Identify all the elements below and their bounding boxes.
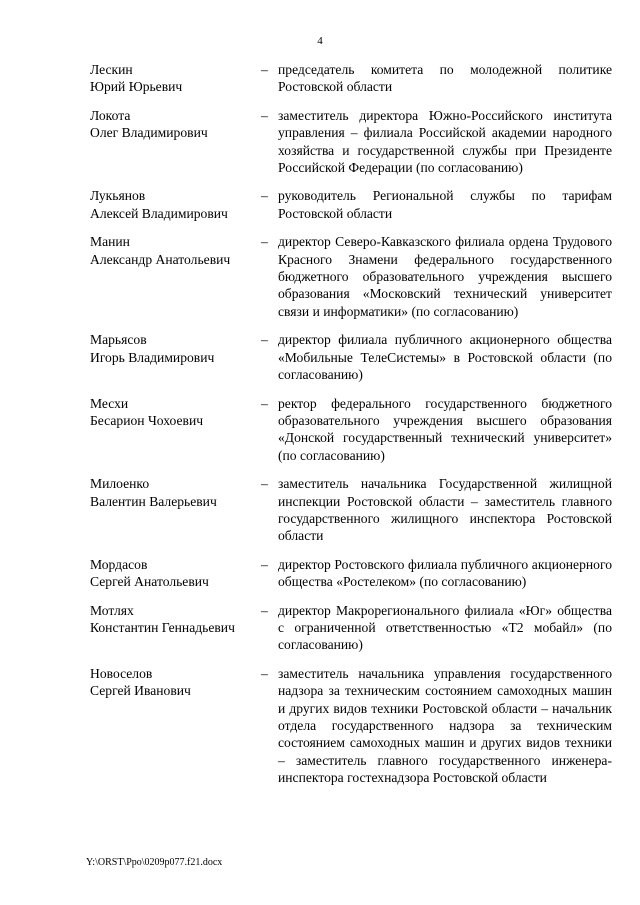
member-surname: Марьясов [90, 332, 147, 348]
member-entry [90, 187, 612, 222]
member-given-names: Юрий Юрьевич [90, 79, 183, 95]
member-position: ректор федерального государственного бюджетного образовательного учреждения высшего образования «Донской государственный технический университет» (по согласованию) [278, 395, 612, 463]
dash-separator: – [261, 188, 268, 204]
member-name [90, 107, 261, 177]
member-surname: Мордасов [90, 556, 148, 572]
member-given-names: Бесарион Чохоевич [90, 412, 204, 428]
member-surname: Месхи [90, 395, 129, 411]
member-entry [90, 61, 612, 96]
member-given-names: Олег Владимирович [90, 125, 208, 141]
dash-separator: – [261, 234, 268, 250]
member-surname: Локота [90, 107, 131, 123]
member-position: заместитель начальника Государственной жилищной инспекции Ростовской области – заместитель главного государственного жилищного инспектора Ростовской области [278, 476, 612, 544]
file-path-footer: Y:\ORST\Ppo\0209p077.f21.docx [86, 857, 223, 868]
member-name [90, 187, 261, 222]
member-entry [90, 556, 612, 591]
member-surname: Милоенко [90, 476, 150, 492]
dash-separator: – [261, 665, 268, 681]
member-position: директор Ростовского филиала публичного акционерного общества «Ростелеком» (по согласованию) [278, 556, 612, 590]
member-name [90, 233, 261, 320]
dash-separator: – [261, 395, 268, 411]
dash-separator: – [261, 332, 268, 348]
dash-separator: – [261, 107, 268, 123]
dash-separator: – [261, 62, 268, 77]
member-position: руководитель Региональной службы по тарифам Ростовской области [278, 188, 612, 221]
members-list [90, 61, 612, 798]
member-name [90, 556, 261, 591]
member-given-names: Константин Геннадьевич [90, 619, 235, 635]
member-position: заместитель директора Южно-Российского института управления – филиала Российской академии народного хозяйства и государственной службы при Президенте Российской Федерации (по согласованию) [278, 107, 612, 176]
member-entry [90, 331, 612, 383]
member-given-names: Валентин Валерьевич [90, 493, 217, 509]
member-name [90, 602, 261, 654]
member-surname: Манин [90, 234, 130, 250]
member-position: директор Макрорегионального филиала «Юг» общества с ограниченной ответственностью «Т2 мобайл» (по согласованию) [278, 602, 612, 653]
dash-separator: – [261, 476, 268, 492]
member-given-names: Сергей Анатольевич [90, 574, 209, 590]
member-position: заместитель начальника управления государственного надзора за техническим состоянием самоходных машин и других видов техники Ростовской области – начальник отдела государственного надзора за техническим состоянием самоходных машин и других видов техники – заместитель главного государственного инженера-инспектора гостехнадзора Ростовской области [278, 665, 612, 786]
member-surname: Мотлях [90, 602, 134, 618]
dash-separator: – [261, 602, 268, 618]
member-given-names: Сергей Иванович [90, 683, 191, 699]
member-entry [90, 665, 612, 787]
member-entry [90, 107, 612, 177]
member-given-names: Алексей Владимирович [90, 205, 228, 221]
member-given-names: Александр Анатольевич [90, 251, 231, 267]
member-surname: Лескин [90, 62, 133, 77]
member-entry [90, 395, 612, 465]
member-name [90, 475, 261, 545]
dash-separator: – [261, 556, 268, 572]
member-entry [90, 475, 612, 545]
member-name [90, 665, 261, 787]
member-entry [90, 602, 612, 654]
member-name [90, 331, 261, 383]
page-number: 4 [317, 35, 323, 47]
member-position: председатель комитета по молодежной политике Ростовской области [278, 62, 612, 95]
member-entry [90, 233, 612, 320]
member-position: директор Северо-Кавказского филиала ордена Трудового Красного Знамени федерального государственного бюджетного образовательного учреждения высшего образования «Московский технический университет связи и информатики» (по согласованию) [278, 234, 612, 319]
member-position: директор филиала публичного акционерного общества «Мобильные ТелеСистемы» в Ростовской области (по согласованию) [278, 332, 612, 383]
member-name [90, 395, 261, 465]
member-given-names: Игорь Владимирович [90, 349, 215, 365]
member-name [90, 61, 261, 96]
member-surname: Лукьянов [90, 188, 146, 204]
member-surname: Новоселов [90, 665, 153, 681]
